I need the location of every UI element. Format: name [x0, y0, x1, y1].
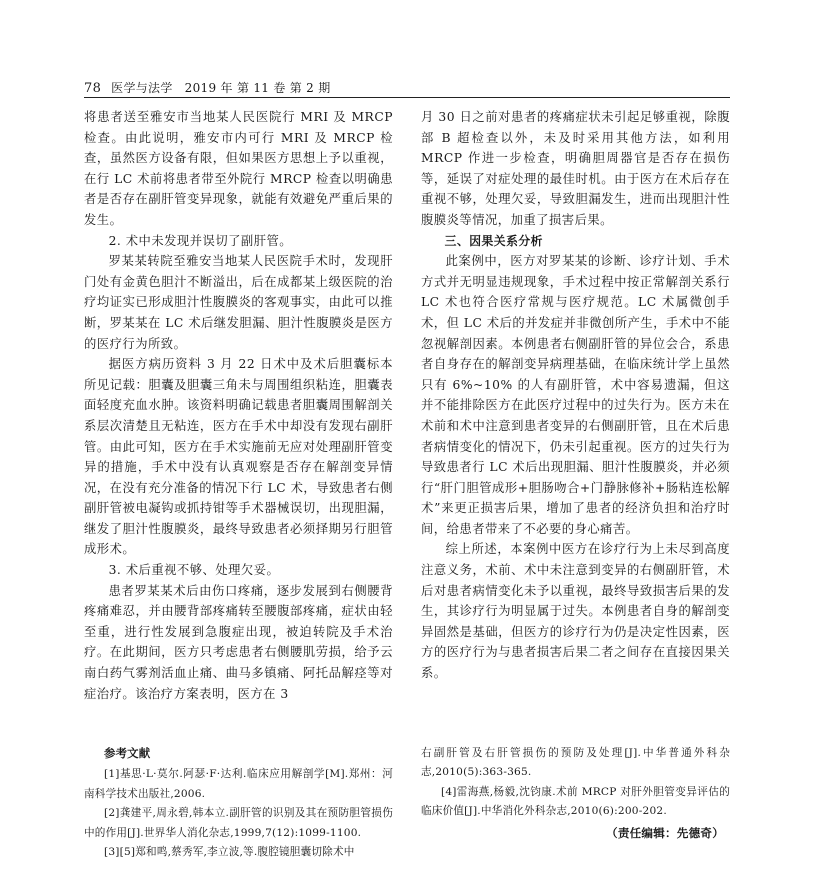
paragraph: 此案例中，医方对罗某某的诊断、诊疗计划、手术方式并无明显违规现象，手术过程中按正常解剖关系行 LC 术也符合医疗常规与医疗规范。LC 术属微创手术，但 LC 术后的并发症并非微创所产生，手术中不能忽视解剖因素。本例患者右侧副肝管的异位会合，系患者自身存在的解剖变异病理基础，在临床统计学上虽然只有 6%~10% 的人有副肝管，术中容易遗漏，但这并不能排除医方在此医疗过程中的过失行为。医方未在术前和术中注意到患者变异的右侧副肝管，且在术后患者病情变化的情况下，仍未引起重视。医方的过失行为导致患者行 LC 术后出现胆漏、胆汁性腹膜炎，并必须行“肝门胆管成形+胆肠吻合+门静脉修补+肠粘连松解术”来更正损害后果，增加了患者的经济负担和治疗时间，给患者带来了不必要的身心痛苦。: [421, 254, 730, 536]
issue-info: 2019 年 第 11 卷 第 2 期: [184, 81, 331, 95]
reference-item: [2]龚建平,周永碧,韩本立.副肝管的识别及其在预防胆管损伤中的作用[J].世界华人消化杂志,1999,7(12):1099-1100.: [84, 807, 393, 839]
references-right: [421, 744, 730, 843]
page-number: 78: [84, 81, 102, 96]
reference-item: [3][5]郑和鸣,蔡秀军,李立波,等.腹腔镜胆囊切除术中: [104, 846, 355, 859]
responsible-editor: （责任编辑：先德奇）: [606, 825, 724, 840]
paragraph: 综上所述，本案例中医方在诊疗行为上未尽到高度注意义务，术前、术中未注意到变异的右侧副肝管，术后对患者病情变化未予以重视，最终导致损害后果的发生，其诊疗行为明显属于过失。本例患者自身的解剖变异固然是基础，但医方的诊疗行为仍是决定性因素，医方的医疗行为与患者损害后果二者之间存在直接因果关系。: [421, 542, 730, 681]
running-header: [84, 79, 730, 99]
paragraph: 据医方病历资料 3 月 22 日术中及术后胆囊标本所见记载：胆囊及胆囊三角未与周围组织粘连，胆囊表面轻度充血水肿。该资料明确记载患者胆囊周围解剖关系层次清楚且无粘连，医方在手术中却没有发现右副肝管。由此可知，医方在手术实施前无应对处理副肝管变异的措施，手术中没有认真观察是否存在解剖变异情况，在没有充分准备的情况下行 LC 术，导致患者右侧副肝管被电凝钩或抓持钳等手术器械误切，出现胆漏，继发了胆汁性腹膜炎，最终导致患者必须择期另行胆管成形术。: [84, 357, 393, 557]
paragraph: 将患者送至雅安市当地某人民医院行 MRI 及 MRCP 检查。由此说明，雅安市内可行 MRI 及 MRCP 检查，虽然医方设备有限，但如果医方思想上予以重视，在行 LC 术前将患者带至外院行 MRCP 检查以明确患者是否存在副肝管变异现象，就能有效避免严重后果的发生。: [84, 110, 393, 227]
subheading: 2. 术中未发现并误切了副肝管。: [108, 233, 293, 248]
left-column: [84, 107, 393, 704]
reference-item: [1]基思·L·莫尔.阿瑟·F·达利.临床应用解剖学[M].郑州：河南科学技术出版社,2006.: [84, 768, 393, 800]
reference-item: [4]雷海燕,杨毅,沈钧康.术前 MRCP 对肝外胆管变异评估的临床价值[J].中华消化外科杂志,2010(6):200-202.: [421, 785, 730, 818]
references-left: [84, 744, 393, 862]
paragraph: 患者罗某某术后由伤口疼痛，逐步发展到右侧腰背疼痛难忍，并由腰背部疼痛转至腰腹部疼痛，症状由轻至重，进行性发展到急腹症出现，被迫转院及手术治疗。在此期间，医方只考虑患者右侧腰肌劳损，给予云南白药气雾剂活血止痛、曲马多镇痛、阿托品解痉等对症治疗。该治疗方案表明，医方在 3: [84, 583, 393, 701]
journal-title: 医学与法学: [111, 81, 173, 95]
subheading: 3. 术后重视不够、处理欠妥。: [108, 563, 280, 578]
reference-item-continued: 右副肝管及右肝管损伤的预防及处理[J].中华普通外科杂志,2010(5):363-365.: [421, 747, 730, 779]
paragraph: 月 30 日之前对患者的疼痛症状未引起足够重视，除腹部 B 超检查以外，未及时采用其他方法，如利用 MRCP 作进一步检查，明确胆周器官是否存在损伤等，延误了对症处理的最佳时机。由于医方在术后存在重视不够，处理欠妥，导致胆漏发生，进而出现胆汁性腹膜炎等情况，加重了损害后果。: [421, 110, 730, 227]
paragraph: 罗某某转院至雅安当地某人民医院手术时，发现肝门处有金黄色胆汁不断溢出，后在成都某上级医院的治疗均证实已形成胆汁性腹膜炎的客观事实，由此可以推断，罗某某在 LC 术后继发胆漏、胆汁性腹膜炎是医方的医疗行为所致。: [84, 254, 393, 351]
header-divider: [84, 97, 730, 98]
section-heading: 三、因果关系分析: [444, 233, 543, 248]
references-title: 参考文献: [104, 746, 151, 760]
right-column: [421, 107, 730, 684]
